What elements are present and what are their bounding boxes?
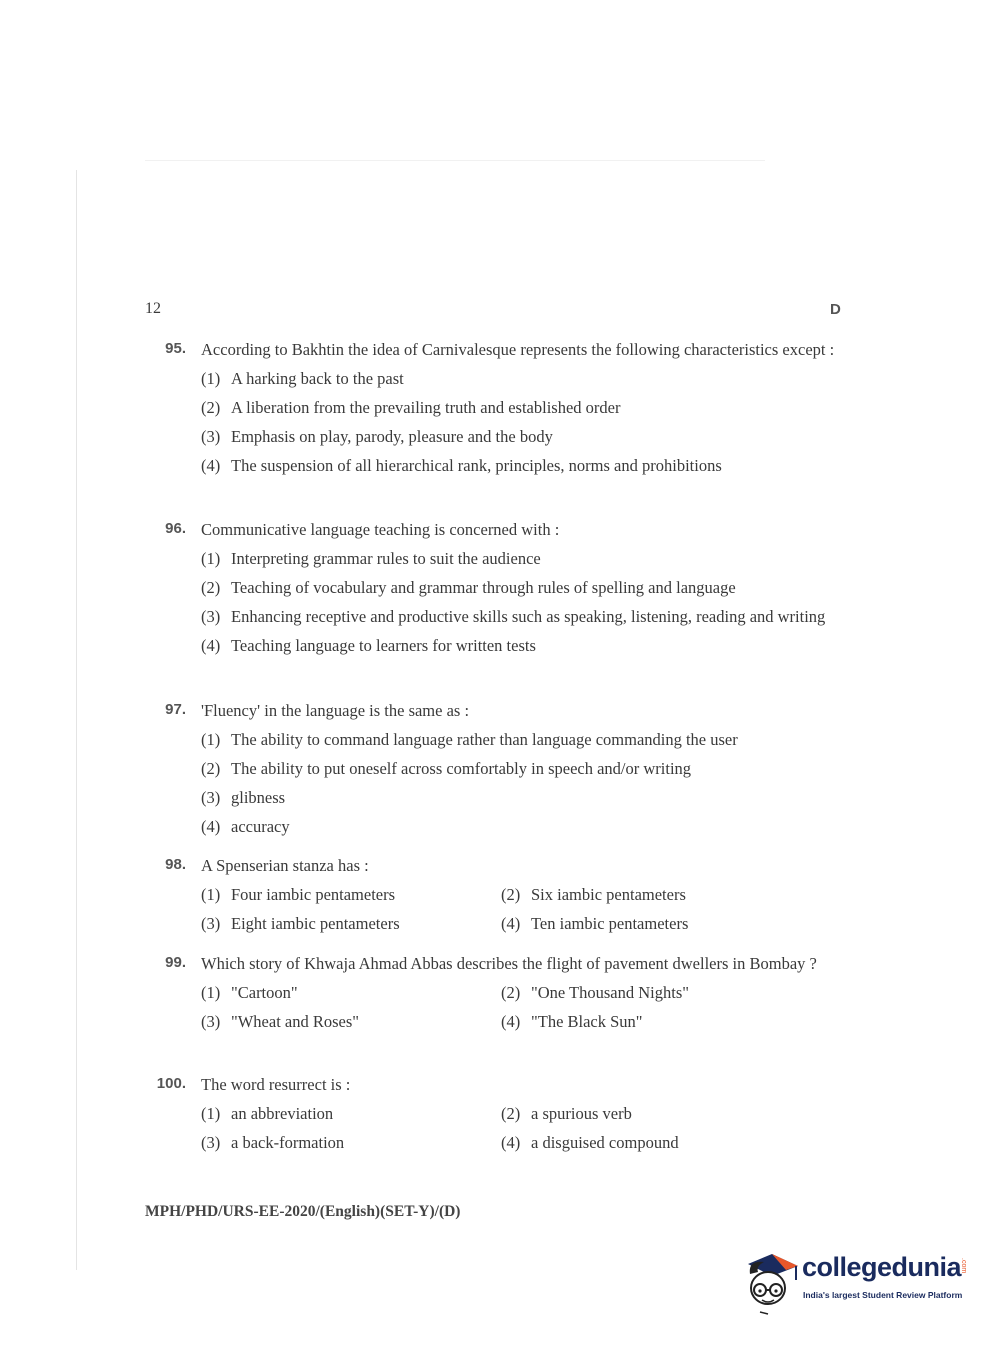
option-1 [201, 981, 501, 1005]
option-text: a spurious verb [531, 1104, 632, 1123]
option-number: (2) [201, 759, 221, 778]
option-number: (4) [201, 817, 221, 836]
option-text: Teaching language to learners for written tests [231, 636, 536, 655]
collegedunia-logo[interactable] [742, 1248, 972, 1320]
question-text: A Spenserian stanza has : [201, 856, 369, 875]
option-text: an abbreviation [231, 1104, 334, 1123]
option-number: (4) [501, 1012, 521, 1031]
option-number: (1) [201, 885, 221, 904]
question-number: 97. [165, 701, 186, 718]
option-number: (3) [201, 1012, 221, 1031]
option-3 [201, 605, 840, 629]
paper-code-footer: MPH/PHD/URS-EE-2020/(English)(SET-Y)/(D) [145, 1203, 461, 1220]
question-number: 95. [165, 340, 186, 357]
question-number: 98. [165, 856, 186, 873]
option-3 [201, 1010, 501, 1034]
option-number: (4) [201, 636, 221, 655]
option-number: (2) [501, 885, 521, 904]
logo-tagline: India's largest Student Review Platform [803, 1290, 963, 1300]
option-text: A harking back to the past [231, 369, 404, 388]
option-4 [201, 815, 840, 839]
margin-line [76, 170, 77, 1270]
options-grid [201, 1102, 840, 1155]
option-text: The ability to command language rather than language commanding the user [231, 730, 738, 749]
logo-domain-suffix: .com [960, 1258, 967, 1274]
option-4 [501, 1131, 801, 1155]
option-number: (2) [501, 1104, 521, 1123]
mascot-icon [742, 1248, 800, 1320]
option-text: "One Thousand Nights" [531, 983, 689, 1002]
option-number: (3) [201, 788, 221, 807]
option-text: Interpreting grammar rules to suit the audience [231, 549, 541, 568]
option-text: Ten iambic pentameters [531, 914, 689, 933]
option-number: (1) [201, 730, 221, 749]
option-number: (1) [201, 1104, 221, 1123]
option-3 [201, 786, 840, 810]
option-number: (4) [501, 1133, 521, 1152]
option-2 [501, 1102, 801, 1126]
option-1 [201, 883, 501, 907]
option-text: Four iambic pentameters [231, 885, 396, 904]
option-text: "The Black Sun" [531, 1012, 643, 1031]
option-text: glibness [231, 788, 286, 807]
option-text: accuracy [231, 817, 290, 836]
option-text: Emphasis on play, parody, pleasure and the body [231, 427, 553, 446]
option-number: (2) [201, 398, 221, 417]
option-number: (1) [201, 549, 221, 568]
option-3 [201, 912, 501, 936]
option-1 [201, 547, 840, 571]
option-number: (4) [501, 914, 521, 933]
option-text: Enhancing receptive and productive skills such as speaking, listening, reading and writing [231, 607, 826, 626]
logo-wordmark: collegedunia [802, 1252, 962, 1282]
option-text: The suspension of all hierarchical rank, principles, norms and prohibitions [231, 456, 722, 475]
question-number: 99. [165, 954, 186, 971]
question-text: According to Bakhtin the idea of Carnivalesque represents the following characteristics except : [201, 340, 835, 359]
option-number: (2) [201, 578, 221, 597]
question-100 [150, 1073, 840, 1155]
option-4 [501, 912, 801, 936]
set-code: D [830, 301, 841, 318]
option-number: (3) [201, 607, 221, 626]
question-text: 'Fluency' in the language is the same as : [201, 701, 470, 720]
question-99 [150, 952, 840, 1034]
options-grid [201, 883, 840, 936]
option-text: "Wheat and Roses" [231, 1012, 360, 1031]
option-text: A liberation from the prevailing truth and established order [231, 398, 621, 417]
option-text: The ability to put oneself across comfortably in speech and/or writing [231, 759, 692, 778]
option-text: Teaching of vocabulary and grammar through rules of spelling and language [231, 578, 736, 597]
option-text: Six iambic pentameters [531, 885, 686, 904]
question-text: The word resurrect is : [201, 1075, 351, 1094]
option-3 [201, 1131, 501, 1155]
question-96 [150, 518, 840, 658]
option-text: a disguised compound [531, 1133, 679, 1152]
option-2 [501, 883, 801, 907]
question-number: 96. [165, 520, 186, 537]
option-1 [201, 367, 840, 391]
option-2 [201, 396, 840, 420]
option-1 [201, 1102, 501, 1126]
question-text: Communicative language teaching is concerned with : [201, 520, 560, 539]
option-text: "Cartoon" [231, 983, 298, 1002]
option-number: (3) [201, 1133, 221, 1152]
question-95 [150, 338, 840, 478]
option-number: (3) [201, 914, 221, 933]
page-number: 12 [145, 300, 161, 317]
option-text: a back-formation [231, 1133, 345, 1152]
option-2 [201, 576, 840, 600]
faint-rule [145, 160, 765, 161]
option-2 [201, 757, 840, 781]
option-number: (3) [201, 427, 221, 446]
option-3 [201, 425, 840, 449]
option-number: (1) [201, 983, 221, 1002]
question-text: Which story of Khwaja Ahmad Abbas describes the flight of pavement dwellers in Bombay ? [201, 954, 817, 973]
option-4 [201, 634, 840, 658]
question-number: 100. [156, 1075, 186, 1092]
option-2 [501, 981, 801, 1005]
options-grid [201, 981, 840, 1034]
option-number: (1) [201, 369, 221, 388]
option-1 [201, 728, 840, 752]
question-98 [150, 854, 840, 936]
option-4 [201, 454, 840, 478]
option-text: Eight iambic pentameters [231, 914, 400, 933]
option-number: (2) [501, 983, 521, 1002]
option-number: (4) [201, 456, 221, 475]
question-97 [150, 699, 840, 839]
option-4 [501, 1010, 801, 1034]
